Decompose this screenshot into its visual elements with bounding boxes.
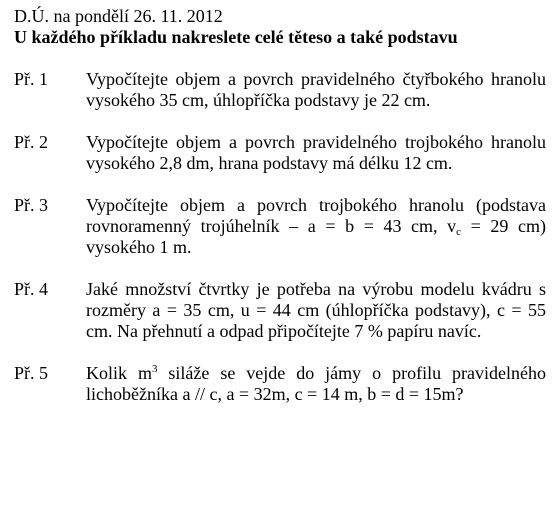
homework-sheet bbox=[14, 6, 550, 405]
instruction-line: U každého příkladu nakreslete celé těteso a také podstavu bbox=[14, 27, 458, 47]
exercise-3 bbox=[14, 195, 550, 258]
exercise-label: Př. 5 bbox=[14, 363, 49, 383]
exercise-label: Př. 3 bbox=[14, 195, 49, 215]
exercise-label: Př. 2 bbox=[14, 132, 49, 152]
exercise-1 bbox=[14, 69, 550, 111]
exercise-text bbox=[86, 195, 550, 258]
exercise-text: Vypočítejte objem a povrch pravidelného čtyřbokého hranolu vysokého 35 cm, úhlopříčka podstavy je 22 cm. bbox=[86, 69, 546, 110]
exercise-label: Př. 4 bbox=[14, 279, 49, 299]
exercise-text-part: = 29 cm) vysokého 1 m. bbox=[86, 216, 546, 257]
exercise-label: Př. 1 bbox=[14, 69, 49, 89]
exercise-5 bbox=[14, 363, 550, 405]
subscript: c bbox=[456, 226, 462, 238]
exercise-text: Vypočítejte objem a povrch pravidelného trojbokého hranolu vysokého 2,8 dm, hrana podstavy má délku 12 cm. bbox=[86, 132, 546, 173]
exercise-text-part: Vypočítejte objem a povrch trojbokého hranolu (podstava rovnoramenný trojúhelník – a = b = 43 cm, v bbox=[86, 195, 546, 236]
date-line: D.Ú. na pondělí 26. 11. 2012 bbox=[14, 6, 223, 26]
exercise-4 bbox=[14, 279, 550, 342]
exercise-text: Jaké množství čtvrtky je potřeba na výrobu modelu kvádru s rozměry a = 35 cm, u = 44 cm (úhlopříčka podstavy), c = 55 cm. Na přehnutí a odpad připočítejte 7 % papíru navíc. bbox=[86, 279, 546, 341]
exercise-text-part: siláže se vejde do jámy o profilu pravidelného lichoběžníka a // c, a = 32m, c = 14 m, b = d = 15m? bbox=[86, 363, 546, 404]
superscript: 3 bbox=[151, 363, 158, 375]
exercise-text bbox=[86, 363, 550, 405]
exercise-text-part: Kolik m bbox=[86, 363, 152, 383]
exercise-2 bbox=[14, 132, 550, 174]
